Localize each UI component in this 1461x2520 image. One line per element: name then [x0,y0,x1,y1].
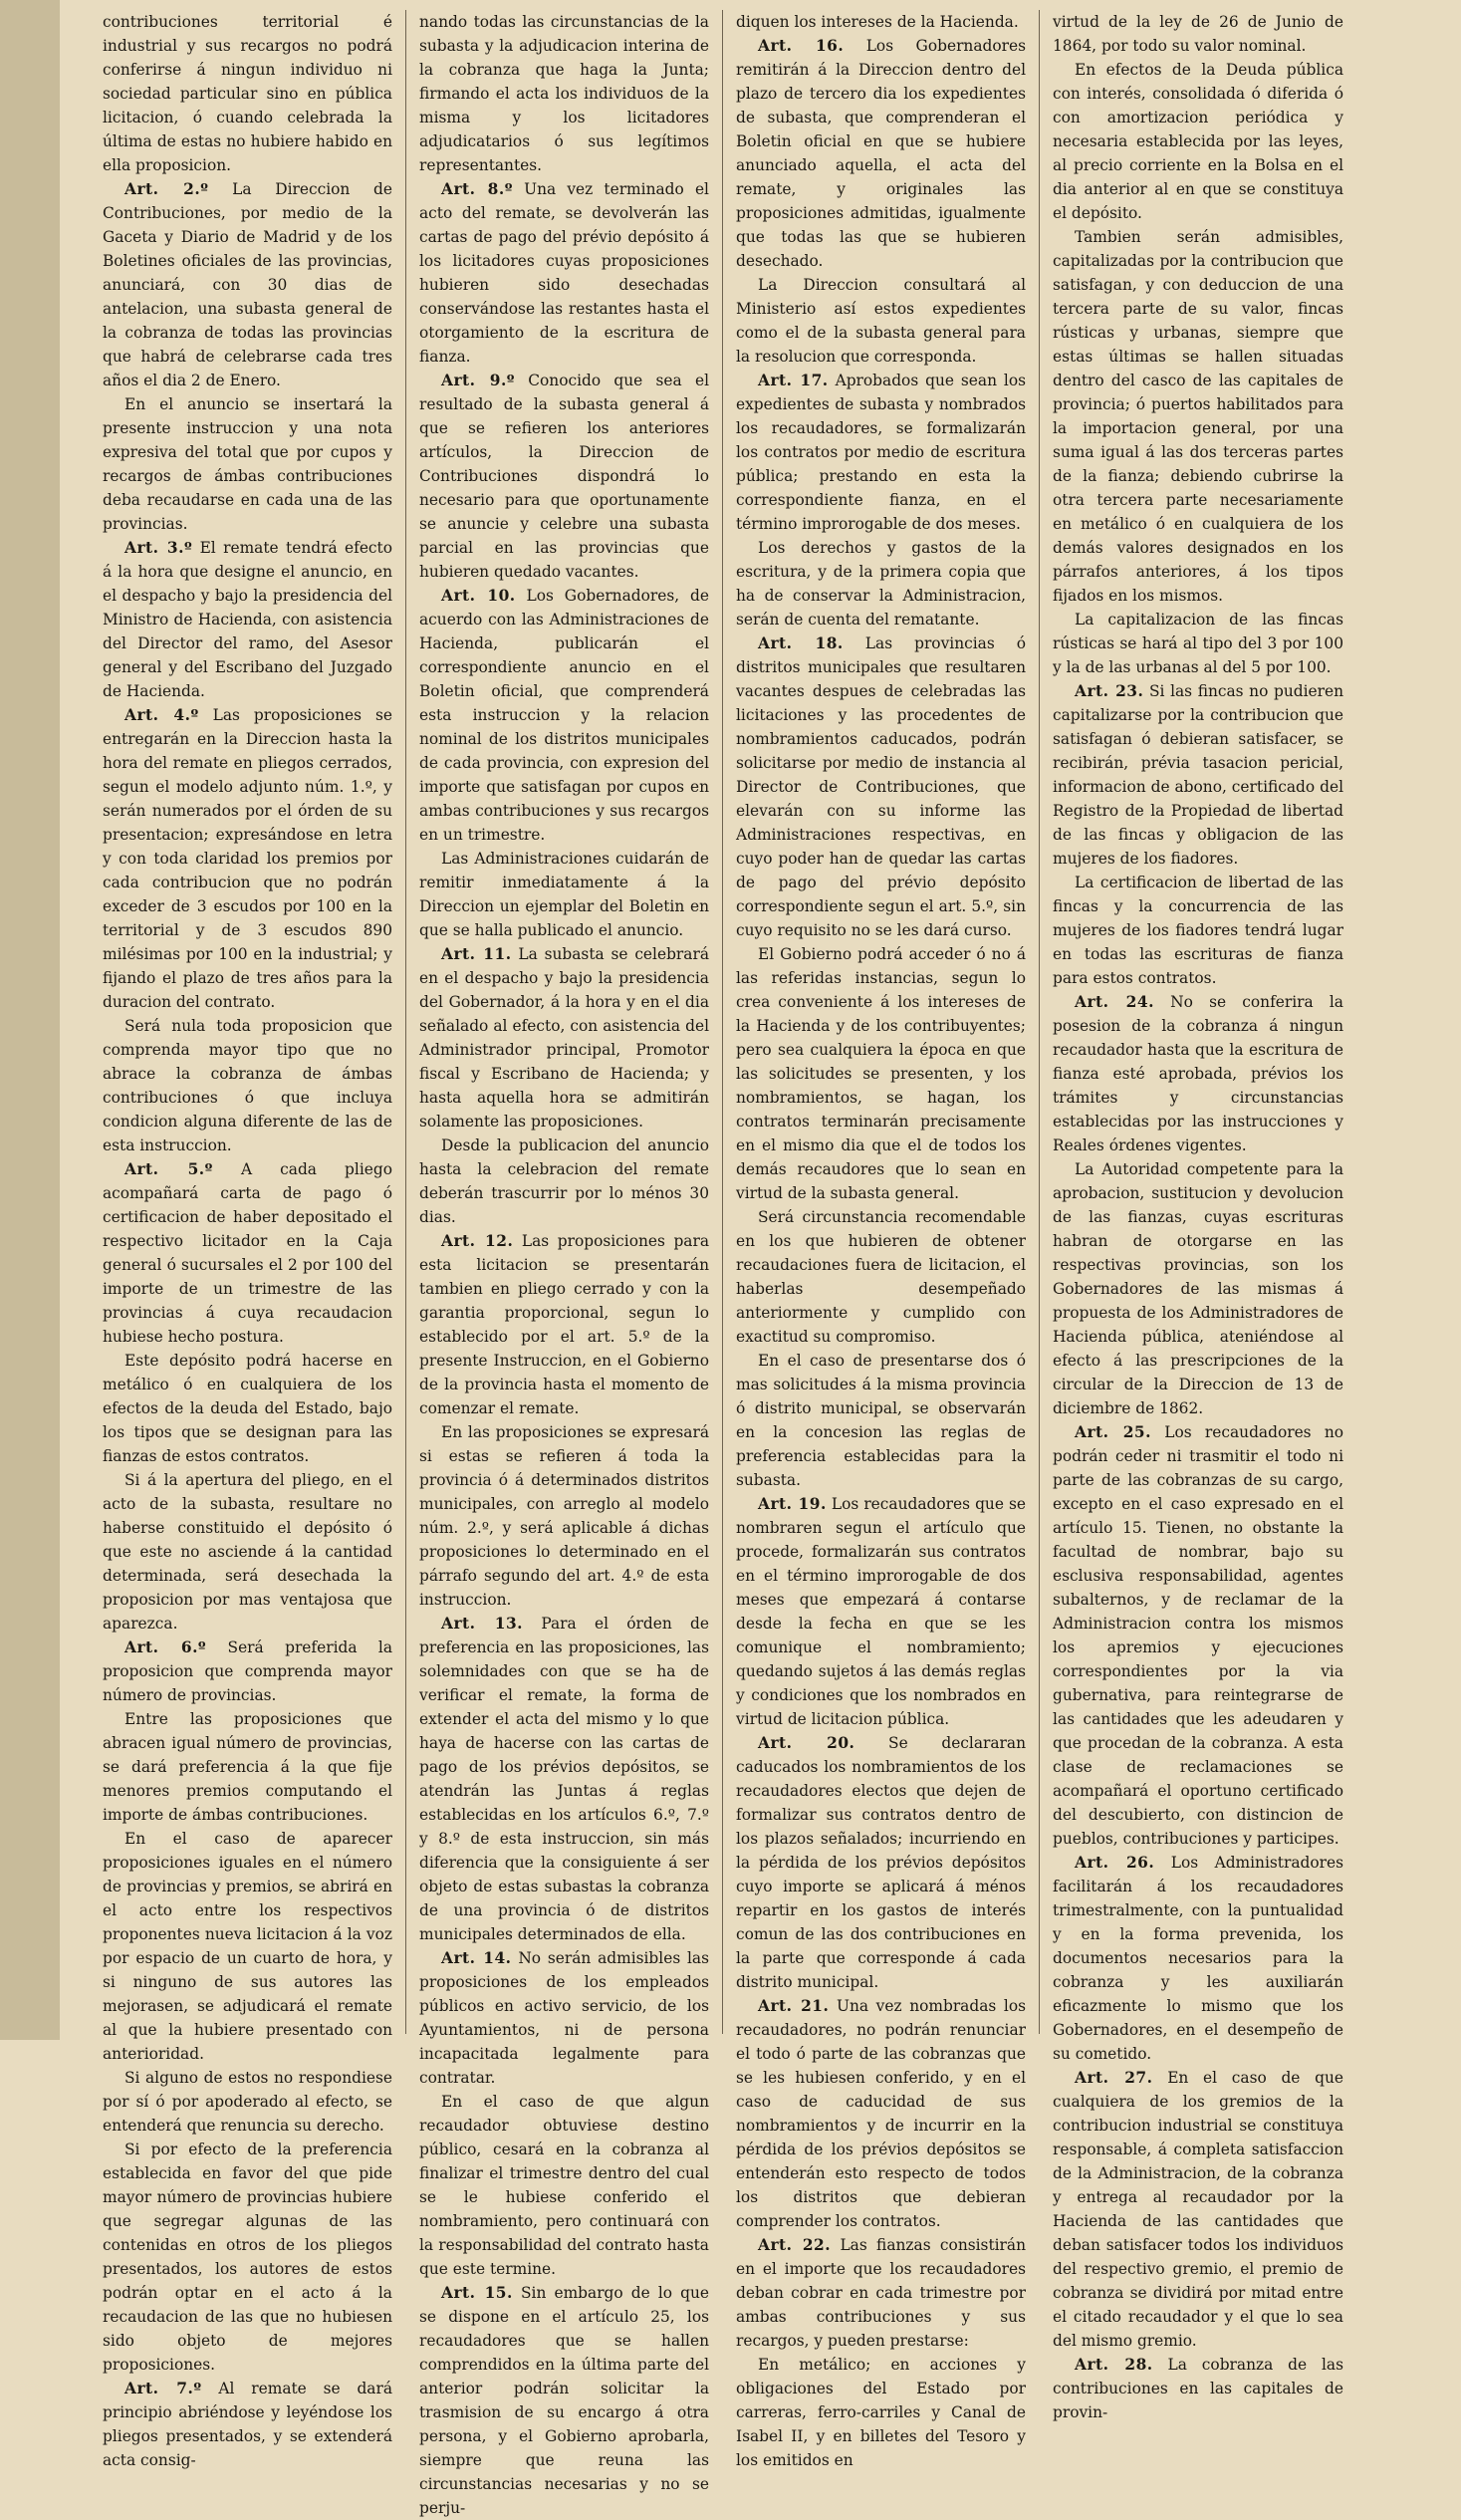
article-number: Art. 17. [758,372,829,389]
article-number: Art. 2.º [124,180,209,198]
article-paragraph [736,1492,1026,1731]
article-paragraph [1053,871,1343,990]
article-text: Desde la publicacion del anuncio hasta la celebracion del remate deberán trascurrir por lo ménos 30 dias. [419,1136,709,1226]
article-number: Art. 19. [758,1495,827,1513]
article-paragraph [103,177,392,392]
article-number: Art. 22. [758,2236,832,2254]
article-number: Art. 26. [1075,1854,1155,1872]
article-text: Si por efecto de la preferencia establecida en favor del que pide mayor número de provincias hubiere que segregar algunas de las contenidas en otros de los pliegos presentados, los autores de estos podrán optar en el acto á la recaudacion de las que no hubiesen sido objeto de mejores proposiciones. [103,2141,392,2374]
article-text: En el caso de presentarse dos ó mas solicitudes á la misma provincia ó distrito municipal, se observarán en la concesion las reglas de preferencia establecidas para la subasta. [736,1352,1026,1489]
article-paragraph [103,2138,392,2377]
article-text: En el caso de que algun recaudador obtuviese destino público, cesará en la cobranza al finalizar el trimestre dentro del cual se le hubiese conferido el nombramiento, pero continuará con la responsabilidad del contrato hasta que este termine. [419,2093,709,2278]
article-text: Será circunstancia recomendable en los que hubieren de obtener recaudaciones fuera de licitacion, el haberlas desempeñado anteriormente y cumplido con exactitud su compromiso. [736,1208,1026,1346]
article-text: virtud de la ley de 26 de Junio de 1864, por todo su valor nominal. [1053,13,1343,55]
article-paragraph [103,703,392,1014]
article-paragraph [419,1612,709,1946]
article-paragraph [736,942,1026,1205]
article-text: Los Administradores facilitarán á los recaudadores trimestralmente, con la puntualidad y en la forma prevenida, los documentos necesarios para la cobranza y les auxiliarán eficazmente lo mismo que los Gobernadores, en el desempeño de su cometido. [1053,1854,1343,2063]
article-paragraph [736,34,1026,273]
article-text: En el anuncio se insertará la presente instruccion y una nota expresiva del total que por cupos y recargos de ámbas contribuciones deba recaudarse en cada una de las provincias. [103,395,392,533]
article-text: Será preferida la proposicion que comprenda mayor número de provincias. [103,1638,393,1704]
article-text: Los recaudadores no podrán ceder ni trasmitir el todo ni parte de las cobranzas de su cargo, excepto en el caso expresado en el artículo 15. Tienen, no obstante la facultad de nombrar, bajo su esclusiva responsabilidad, agentes subalternos, y de reclamar de la Administracion contra los mismos los apremios y ejecuciones correspondientes por la via gubernativa, para reintegrarse de las cantidades que les adeudaren y que procedan de la cobranza. A esta clase de reclamaciones se acompañará el oportuno certificado del descubierto, con distincion de pueblos, contribuciones y participes. [1053,1423,1343,1848]
article-number: Art. 18. [758,634,844,652]
article-paragraph [419,1229,709,1420]
article-text: Tambien serán admisibles, capitalizadas por la contribucion que satisfagan, y con deduccion de una tercera parte de su valor, fincas rústicas y urbanas, siempre que estas últimas se hallen situadas dentro del casco de las capitales de provincia; ó puertos habilitados para la importacion general, por una suma igual á las dos terceras partes de la fianza; debiendo cubrirse la otra tercera parte necesariamente en metálico ó en cualquiera de los demás valores designados en los párrafos anteriores, á los tipos fijados en los mismos. [1053,228,1343,605]
article-text: El remate tendrá efecto á la hora que designe el anuncio, en el despacho y bajo la presidencia del Ministro de Hacienda, con asistencia del Director del ramo, del Asesor general y del Escribano del Juzgado de Hacienda. [103,539,393,700]
article-paragraph [1053,2066,1343,2353]
article-text: A cada pliego acompañará carta de pago ó certificacion de haber depositado el respectivo licitador en la Caja general ó sucursales el 2 por 100 del importe de un trimestre de las provincias á cuya recaudacion hubiese hecho postura. [103,1160,392,1346]
article-text: En el caso de aparecer proposiciones iguales en el número de provincias y premios, se abrirá en el acto entre los respectivos proponentes nueva licitacion á la voz por espacio de un cuarto de hora, y si ninguno de sus autores las mejorasen, se adjudicará el remate al que la hubiere presentado con anterioridad. [103,1830,392,2063]
article-paragraph [736,536,1026,631]
article-number: Art. 25. [1075,1423,1152,1441]
article-text: Si alguno de estos no respondiese por sí ó por apoderado al efecto, se entenderá que renuncia su derecho. [103,2069,392,2135]
article-paragraph [736,1994,1026,2233]
article-text: Las Administraciones cuidarán de remitir inmediatamente á la Direccion un ejemplar del Boletin en que se halla publicado el anuncio. [419,850,709,939]
article-paragraph [419,2090,709,2281]
article-text: Para el órden de preferencia en las proposiciones, las solemnidades con que se ha de verificar el remate, la forma de extender el acta del mismo y lo que haya de hacerse con las cartas de pago de los prévios depósitos, se atendrán las Juntas á reglas establecidas en los artículos 6.º, 7.º y 8.º de esta instruccion, sin más diferencia que la consiguiente á ser objeto de estas subastas la cobranza de una provincia ó de distritos municipales determinados de ella. [419,1615,709,1943]
article-paragraph [419,1946,709,2090]
article-text: Las fianzas consistirán en el importe que los recaudadores deban cobrar en cada trimestre por ambas contribuciones y sus recargos, y pueden prestarse: [736,2236,1026,2350]
article-text: La Autoridad competente para la aprobacion, sustitucion y devolucion de las fianzas, cuyas escrituras habran de otorgarse en las respectivas provincias, son los Gobernadores de las mismas á propuesta de los Administradores de Hacienda pública, ateniéndose al efecto á las prescripciones de la circular de la Direccion de 13 de diciembre de 1862. [1053,1160,1343,1417]
article-number: Art. 13. [441,1615,524,1633]
article-paragraph [419,369,709,584]
article-text: Una vez terminado el acto del remate, se devolverán las cartas de pago del prévio depósito á los licitadores cuyas proposiciones hubieren sido desechadas conservándose las restantes hasta el otorgamiento de la escritura de fianza. [419,180,709,366]
article-number: Art. 9.º [441,372,515,389]
article-number: Art. 12. [441,1232,514,1250]
article-text: Será nula toda proposicion que comprenda mayor tipo que no abrace la cobranza de ámbas contribuciones ó que incluya condicion alguna diferente de las de esta instruccion. [103,1017,392,1154]
article-number: Art. 20. [758,1734,855,1752]
article-paragraph [419,2281,709,2520]
article-paragraph [1053,58,1343,225]
text-column [90,10,406,2469]
article-paragraph [103,1157,392,1349]
article-number: Art. 11. [441,945,512,963]
article-paragraph [1053,679,1343,871]
text-column [1040,10,1356,2421]
article-text: Los derechos y gastos de la escritura, y de la primera copia que ha de conservar la Administracion, serán de cuenta del rematante. [736,539,1026,629]
article-paragraph [1053,1851,1343,2066]
article-paragraph [1053,1157,1343,1420]
article-paragraph [103,392,392,536]
article-paragraph [419,1420,709,1612]
article-paragraph [736,273,1026,369]
article-text: La Direccion de Contribuciones, por medio de la Gaceta y Diario de Madrid y de los Boletines oficiales de las provincias, anunciará, con 30 dias de antelacion, una subasta general de la cobranza de todas las provincias que habrá de celebrarse cada tres años el dia 2 de Enero. [103,180,392,389]
article-paragraph [103,1707,392,1827]
article-text: La Direccion consultará al Ministerio así estos expedientes como el de la subasta general para la resolucion que corresponda. [736,276,1026,366]
article-paragraph [1053,2353,1343,2424]
article-text: Aprobados que sean los expedientes de subasta y nombrados los recaudadores, se formalizarán los contratos por medio de escritura pública; prestando en esta la correspondiente fianza, en el término improrogable de dos meses. [736,372,1026,533]
article-number: Art. 3.º [124,539,193,557]
article-text: En el caso de que cualquiera de los gremios de la contribucion industrial se constituya responsable, á completa satisfaccion de la Administracion, de la cobranza y entrega al recaudador por la Hacienda de las cantidades que deban satisfacer todos los individuos del respectivo gremio, el premio de cobranza se dividirá por mitad entre el citado recaudador y el que lo sea del mismo gremio. [1053,2069,1343,2350]
article-number: Art. 15. [441,2284,513,2302]
article-text: Si las fincas no pudieren capitalizarse por la contribucion que satisfagan ó debieran satisfacer, se recibirán, prévia tasacion pericial, informacion de abono, certificado del Registro de la Propiedad de libertad de las fincas y obligacion de las mujeres de los fiadores. [1053,682,1343,868]
article-paragraph [419,847,709,942]
article-text: El Gobierno podrá acceder ó no á las referidas instancias, segun lo crea conveniente á los intereses de la Hacienda y de los contribuyentes; pero sea cualquiera la época en que las solicitudes se presenten, y los nombramientos, se hagan, los contratos terminarán precisamente en el mismo dia que el de todos los demás recaudores que lo sean en virtud de la subasta general. [736,945,1026,1202]
article-paragraph [419,1134,709,1229]
article-text: Entre las proposiciones que abracen igual número de provincias, se dará preferencia á la que fije menores premios computando el importe de ámbas contribuciones. [103,1710,392,1824]
article-text: Los Gobernadores remitirán á la Direccion dentro del plazo de tercero dia los expedientes de subasta, que comprenderan el Boletin oficial en que se hubiere anunciado aquella, el acta del remate, y originales las proposiciones admitidas, igualmente que todas las que se hubieren desechado. [736,37,1026,270]
article-text: La subasta se celebrará en el despacho y bajo la presidencia del Gobernador, á la hora y en el dia señalado al efecto, con asistencia del Administrador principal, Promotor fiscal y Escribano de Hacienda; y hasta aquella hora se admitirán solamente las proposiciones. [419,945,709,1131]
article-paragraph [736,369,1026,536]
text-column [406,10,723,2517]
article-number: Art. 14. [441,1949,512,1967]
article-paragraph [1053,608,1343,679]
article-paragraph [736,1205,1026,1349]
article-text: En metálico; en acciones y obligaciones del Estado por carreras, ferro-carriles y Canal de Isabel II, y en billetes del Tesoro y los emitidos en [736,2356,1026,2469]
article-text: La cobranza de las contribuciones en las capitales de provin- [1053,2356,1343,2421]
article-paragraph [1053,990,1343,1157]
article-text: Se declararan caducados los nombramientos de los recaudadores electos que dejen de formalizar sus contratos dentro de los plazos señalados; incurriendo en la pérdida de los prévios depósitos cuyo importe se aplicará á ménos repartir en los gastos de interés comun de las dos contribuciones en la parte que corresponde á cada distrito municipal. [736,1734,1026,1991]
article-number: Art. 5.º [124,1160,213,1178]
article-text: Conocido que sea el resultado de la subasta general á que se refieren los anteriores artículos, la Direccion de Contribuciones dispondrá lo necesario para que oportunamente se anuncie y celebre una subasta parcial en las provincias que hubieren quedado vacantes. [419,372,709,581]
article-paragraph [419,584,709,847]
article-text: Una vez nombradas los recaudadores, no podrán renunciar el todo ó parte de las cobranzas que se les hubiesen conferido, y en el caso de caducidad de sus nombramientos y de incurrir en la pérdida de los prévios depósitos se entenderán esto respecto de todos los distritos que debieran comprender los contratos. [736,1997,1026,2230]
article-paragraph [419,177,709,369]
article-paragraph [736,10,1026,34]
article-paragraph [1053,225,1343,608]
article-paragraph [103,1014,392,1157]
article-paragraph [103,536,392,703]
article-text: La certificacion de libertad de las fincas y la concurrencia de las mujeres de los fiadores tendrá lugar en todas las escrituras de fianza para estos contratos. [1053,874,1343,987]
article-paragraph [736,2233,1026,2353]
article-text: Las proposiciones se entregarán en la Direccion hasta la hora del remate en pliegos cerrados, segun el modelo adjunto núm. 1.º, y serán numerados por el órden de su presentacion; expresándose en letra y con toda claridad los premios por cada contribucion que no podrán exceder de 3 escudos por 100 en la territorial y de 3 escudos 890 milésimas por 100 en la industrial; y fijando el plazo de tres años para la duracion del contrato. [103,706,392,1011]
article-text: En efectos de la Deuda pública con interés, consolidada ó diferida ó con amortizacion periódica y necesaria establecida por las leyes, al precio corriente en la Bolsa en el dia anterior al en que se constituya el depósito. [1053,61,1343,222]
article-text: La capitalizacion de las fincas rústicas se hará al tipo del 3 por 100 y la de las urbanas al del 5 por 100. [1053,611,1343,676]
article-number: Art. 16. [758,37,845,55]
article-paragraph [419,10,709,177]
article-text: Los Gobernadores, de acuerdo con las Administraciones de Hacienda, publicarán el correspondiente anuncio en el Boletin oficial, que comprenderá esta instruccion y la relacion nominal de los distritos municipales de cada provincia, con expresion del importe que satisfagan por cupos en ambas contribuciones y sus recargos en un trimestre. [419,587,709,844]
article-text: nando todas las circunstancias de la subasta y la adjudicacion interina de la cobranza que haga la Junta; firmando el acta los individuos de la misma y los licitadores adjudicatarios ó sus legítimos representantes. [419,13,709,174]
article-number: Art. 28. [1075,2356,1153,2374]
article-number: Art. 6.º [124,1638,207,1656]
article-paragraph [1053,1420,1343,1851]
article-number: Art. 21. [758,1997,830,2015]
article-text: Los recaudadores que se nombraren segun el artículo que procede, formalizarán sus contratos en el término improrogable de dos meses que empezará á contarse desde la fecha en que se les comunique el nombramiento; quedando sujetos á las demás reglas y condiciones que los nombrados en virtud de licitacion pública. [736,1495,1027,1728]
article-paragraph [103,2066,392,2138]
article-paragraph [103,1636,392,1707]
article-paragraph [103,1349,392,1468]
article-text: Si á la apertura del pliego, en el acto de la subasta, resultare no haberse constituido el depósito ó que este no asciende á la cantidad determinada, será desechada la proposicion por mas ventajosa que aparezca. [103,1471,392,1633]
article-number: Art. 27. [1075,2069,1153,2087]
article-paragraph [736,1349,1026,1492]
article-text: diquen los intereses de la Hacienda. [736,13,1019,31]
article-paragraph [736,2353,1026,2472]
text-column [723,10,1040,2469]
article-text: No se conferira la posesion de la cobranza á ningun recaudador hasta que la escritura de fianza esté aprobada, prévios los trámites y circunstancias establecidas por las instrucciones y Reales órdenes vigentes. [1053,993,1343,1154]
article-text: En las proposiciones se expresará si estas se refieren á toda la provincia ó á determinados distritos municipales, con arreglo al modelo núm. 2.º, y será aplicable á dichas proposiciones lo determinado en el párrafo segundo del art. 4.º de esta instruccion. [419,1423,709,1609]
article-number: Art. 23. [1075,682,1144,700]
article-paragraph [736,631,1026,942]
article-paragraph [419,942,709,1134]
article-text: Las proposiciones para esta licitacion se presentarán tambien en pliego cerrado y con la garantia proporcional, segun lo establecido por el art. 5.º de la presente Instruccion, en el Gobierno de la provincia hasta el momento de comenzar el remate. [419,1232,709,1417]
article-number: Art. 10. [441,587,516,605]
article-number: Art. 7.º [124,2380,202,2397]
article-text: Las provincias ó distritos municipales que resultaren vacantes despues de celebradas las licitaciones y las procedentes de nombramientos caducados, podrán solicitarse por medio de instancia al Director de Contribuciones, que elevarán con su informe las Administraciones respectivas, en cuyo poder han de quedar las cartas de pago del prévio depósito correspondiente segun el art. 5.º, sin cuyo requisito no se les dará curso. [736,634,1026,939]
article-text: Sin embargo de lo que se dispone en el artículo 25, los recaudadores que se hallen comprendidos en la última parte del anterior podrán solicitar la trasmision de su encargo á otra persona, y el Gobierno aprobarla, siempre que reuna las circunstancias necesarias y no se perju- [419,2284,709,2517]
article-text: contribuciones territorial é industrial y sus recargos no podrá conferirse á ningun individuo ni sociedad particular sino en pública licitacion, ó cuando celebrada la última de estas no hubiere habido en ella proposicion. [103,13,392,174]
article-number: Art. 8.º [441,180,513,198]
article-number: Art. 24. [1075,993,1154,1011]
article-text: No serán admisibles las proposiciones de los empleados públicos en activo servicio, de los Ayuntamientos, ni de persona incapacitada legalmente para contratar. [419,1949,709,2087]
article-paragraph [103,2377,392,2472]
article-paragraph [103,10,392,177]
article-paragraph [736,1731,1026,1994]
article-paragraph [1053,10,1343,58]
article-paragraph [103,1827,392,2066]
article-paragraph [103,1468,392,1636]
article-text: Al remate se dará principio abriéndose y leyéndose los pliegos presentados, y se extenderá acta consig- [103,2380,392,2469]
article-number: Art. 4.º [124,706,199,724]
article-text: Este depósito podrá hacerse en metálico ó en cualquiera de los efectos de la deuda del Estado, bajo los tipos que se designan para las fianzas de estos contratos. [103,1352,392,1465]
